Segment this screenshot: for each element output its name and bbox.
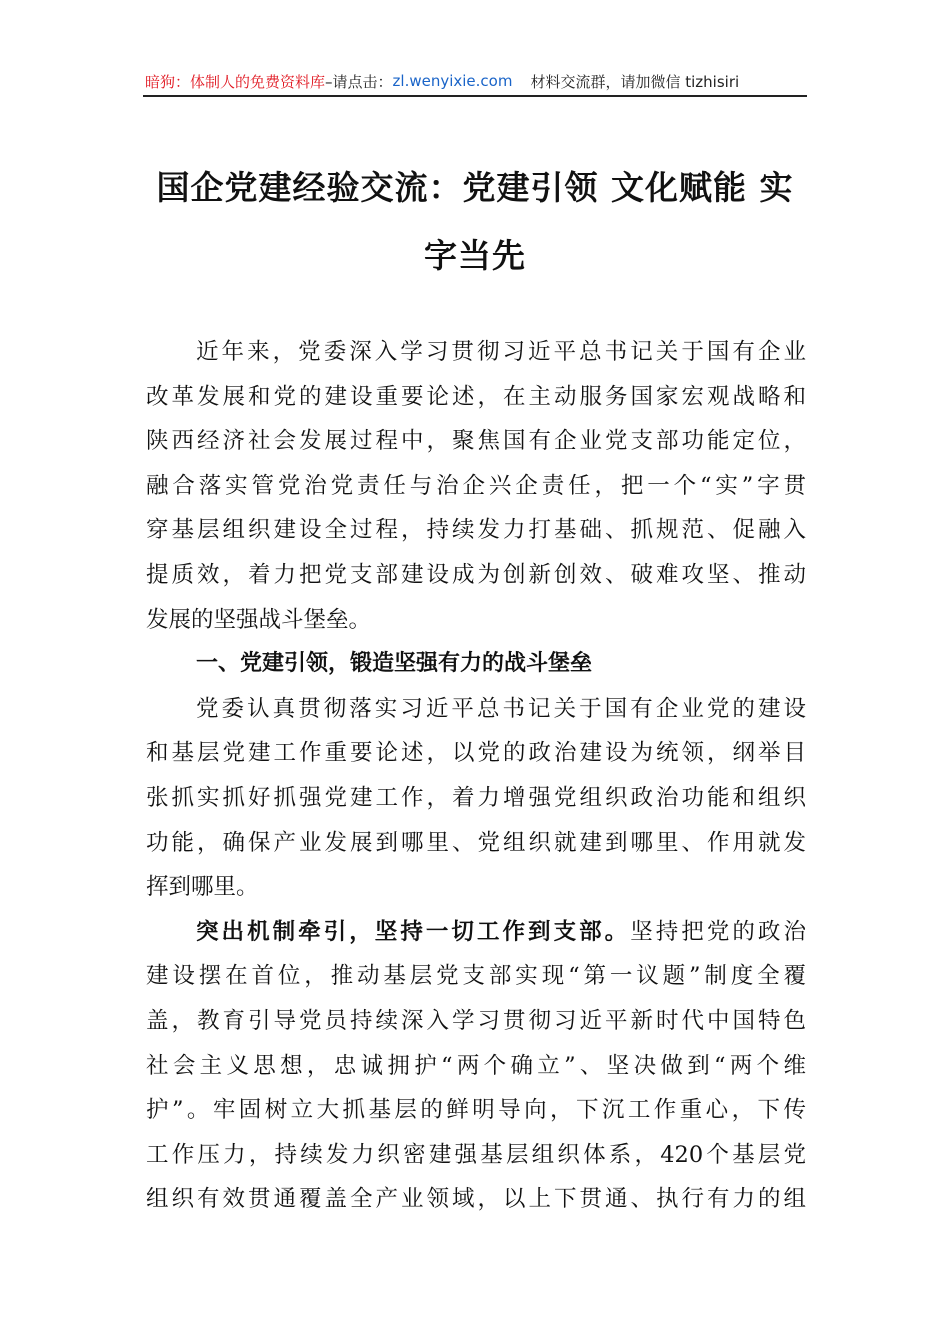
header-prompt: –请点击：: [325, 72, 393, 91]
text-line: 护”。牢固树立大抓基层的鲜明导向，下沉工作重心，下传: [146, 1097, 806, 1124]
text-line: 盖，教育引导党员持续深入学习贯彻习近平新时代中国特色: [146, 1007, 806, 1034]
text-line: 功能，确保产业发展到哪里、党组织就建到哪里、作用就发: [146, 829, 806, 856]
document-title-line-1: 国企党建经验交流：党建引领 文化赋能 实: [156, 168, 794, 207]
bold-lead: 突出机制牵引，坚持一切工作到支部。: [196, 918, 631, 945]
text-line: 融合落实管党治党责任与治企兴企责任，把一个“实”字贯: [146, 472, 806, 499]
text-line: 挥到哪里。: [146, 874, 259, 901]
text-line: 坚持把党的政治: [630, 918, 806, 945]
section-heading: 一、党建引领，锻造坚强有力的战斗堡垒: [196, 651, 593, 677]
text-line: 改革发展和党的建设重要论述，在主动服务国家宏观战略和: [146, 383, 806, 410]
text-line: 穿基层组织建设全过程，持续发力打基础、抓规范、促融入: [146, 517, 806, 544]
header-link[interactable]: zl.wenyixie.com: [392, 72, 513, 90]
paragraph-intro: [146, 330, 806, 642]
text-line: 工作压力，持续发力织密建强基层组织体系，420个基层党: [146, 1141, 806, 1168]
text-line: 社会主义思想，忠诚拥护“两个确立”、坚决做到“两个维: [146, 1052, 806, 1079]
document-body: [146, 330, 806, 1222]
paragraph-section-1: [146, 687, 806, 910]
text-line: 党委认真贯彻落实习近平总书记关于国有企业党的建设: [196, 695, 806, 722]
header-divider: [143, 95, 807, 97]
text-line: 近年来，党委深入学习贯彻习近平总书记关于国有企业: [196, 339, 806, 365]
text-line: 发展的坚强战斗堡垒。: [146, 606, 372, 633]
text-line: 提质效，着力把党支部建设成为创新创效、破难攻坚、推动: [146, 561, 806, 588]
text-line: 张抓实抓好抓强党建工作，着力增强党组织政治功能和组织: [146, 784, 806, 811]
text-line: 建设摆在首位，推动基层党支部实现“第一议题”制度全覆: [146, 963, 806, 990]
paragraph-mechanism: [146, 910, 806, 1222]
text-line: 陕西经济社会发展过程中，聚焦国有企业党支部功能定位，: [146, 428, 806, 455]
document-title-line-2: 字当先: [424, 236, 526, 275]
header-contact: 材料交流群，请加微信 tizhisiri: [530, 72, 740, 91]
header-site-name: 暗狗：体制人的免费资料库: [145, 72, 326, 91]
text-line: 和基层党建工作重要论述，以党的政治建设为统领，纲举目: [146, 740, 806, 767]
watermark-header: [145, 68, 805, 94]
text-line: 组织有效贯通覆盖全产业领域，以上下贯通、执行有力的组: [146, 1186, 806, 1213]
